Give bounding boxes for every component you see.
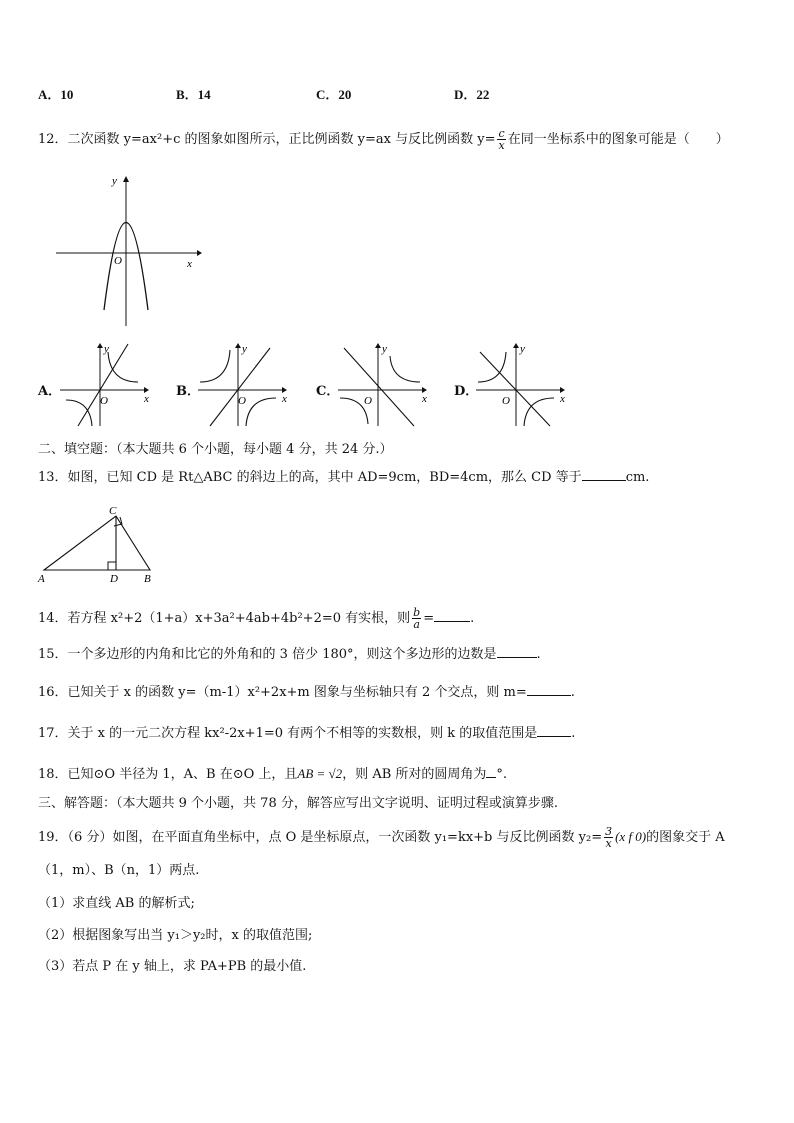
answer-blank[interactable] <box>486 765 496 778</box>
frac-den: a <box>413 618 420 631</box>
q19-text: 19．（6 分）如图，在平面直角坐标中，点 O 是坐标原点，一次函数 y₁=kx+b 与反比例函数 y₂= <box>38 830 603 845</box>
q13-text: 13．如图，已知 CD 是 Rt△ABC 的斜边上的高，其中 AD=9cm，BD=4cm，那么 CD 等于 <box>38 470 582 485</box>
option-d: D．22 <box>454 87 490 102</box>
triangle-abc <box>44 516 150 570</box>
q14-fraction <box>412 607 421 630</box>
y-label: y <box>382 343 387 355</box>
y-label: y <box>242 343 247 355</box>
question-19 <box>38 826 725 849</box>
origin-label: O <box>114 255 122 267</box>
q12-text-after: 在同一坐标系中的图象可能是（ ） <box>507 132 729 147</box>
point-c-label: C <box>109 505 117 517</box>
origin-label: O <box>502 395 510 407</box>
q12-fraction <box>497 128 505 151</box>
graph-option-a <box>58 342 152 428</box>
q18-end: °. <box>496 767 508 782</box>
point-b-label: B <box>144 573 151 585</box>
frac-num: c <box>498 127 505 140</box>
origin-label: O <box>238 395 246 407</box>
q16-text: 16．已知关于 x 的函数 y=（m-1）x²+2x+m 图象与坐标轴只有 2 个交点，则 m= <box>38 685 527 700</box>
answer-blank[interactable] <box>582 468 626 481</box>
frac-den: x <box>605 837 612 850</box>
q15-end: . <box>536 647 541 662</box>
y-label: y <box>520 343 525 355</box>
option-a: A．10 <box>38 87 74 102</box>
graph-option-c <box>336 342 430 428</box>
answer-blank[interactable] <box>537 724 571 737</box>
q16-end: . <box>570 685 575 700</box>
q19-text-after: 的图象交于 A <box>646 830 725 845</box>
frac-num: b <box>413 606 421 619</box>
frac-den: x <box>498 139 505 152</box>
question-15 <box>38 645 541 664</box>
q19-line-2: （1，m）、B（n，1）两点. <box>38 863 200 878</box>
graph-label-a: A． <box>38 384 62 399</box>
graph-option-d <box>474 342 568 428</box>
x-label: x <box>560 393 565 405</box>
q14-text: 14．若方程 x²+2（1+a）x+3a²+4ab+4b²+2=0 有实根，则 <box>38 611 411 626</box>
question-16 <box>38 683 575 702</box>
q14-end: . <box>470 611 475 626</box>
question-12 <box>38 128 729 151</box>
q19-fraction <box>604 826 613 849</box>
right-angle-mark-d <box>108 562 116 570</box>
q14-equals: = <box>423 611 435 626</box>
option-c: C．20 <box>316 87 352 102</box>
q13-unit: cm. <box>625 470 650 485</box>
question-17 <box>38 724 575 743</box>
section-2-heading: 二、填空题：（本大题共 6 个小题，每小题 4 分，共 24 分.） <box>38 442 393 457</box>
answer-blank[interactable] <box>434 609 470 622</box>
q19-sub-3: （3）若点 P 在 y 轴上，求 PA+PB 的最小值. <box>38 959 307 974</box>
q17-text: 17．关于 x 的一元二次方程 kx²-2x+1=0 有两个不相等的实数根，则 k 的取值范围是 <box>38 726 538 741</box>
question-14 <box>38 607 474 630</box>
frac-num: 3 <box>605 825 613 838</box>
graph-label-c: C． <box>316 384 340 399</box>
q18-math: AB = √2 <box>297 766 343 781</box>
graph-option-b <box>196 342 290 428</box>
q19-sub-1: （1）求直线 AB 的解析式; <box>38 896 195 911</box>
section-3-heading: 三、解答题：（本大题共 9 个小题，共 78 分，解答应写出文字说明、证明过程或演算步骤. <box>38 796 558 811</box>
triangle-figure <box>36 500 166 586</box>
answer-blank[interactable] <box>527 683 571 696</box>
point-d-label: D <box>110 573 118 585</box>
point-a-label: A <box>38 573 45 585</box>
q12-text: 12．二次函数 y=ax²+c 的图象如图所示，正比例函数 y=ax 与反比例函数 y= <box>38 132 496 147</box>
q18-text: 18．已知⊙O 半径为 1，A、B 在⊙O 上，且 <box>38 767 298 782</box>
question-18 <box>38 765 507 784</box>
y-label: y <box>112 175 117 187</box>
x-label: x <box>282 393 287 405</box>
q18-text-after: ，则 AB 所对的圆周角为 <box>342 767 487 782</box>
q17-end: . <box>571 726 576 741</box>
parabola-figure <box>52 170 202 330</box>
x-label: x <box>144 393 149 405</box>
y-label: y <box>104 343 109 355</box>
answer-blank[interactable] <box>497 645 537 658</box>
option-b: B．14 <box>176 87 211 102</box>
graph-label-d: D． <box>454 384 479 399</box>
q19-condition: (x f 0) <box>615 829 647 844</box>
x-label: x <box>187 258 192 270</box>
graph-label-b: B． <box>176 384 200 399</box>
origin-label: O <box>100 395 108 407</box>
question-13 <box>38 468 649 487</box>
origin-label: O <box>364 395 372 407</box>
q15-text: 15．一个多边形的内角和比它的外角和的 3 倍少 180°，则这个多边形的边数是 <box>38 647 497 662</box>
q19-sub-2: （2）根据图象写出当 y₁＞y₂时，x 的取值范围; <box>38 928 313 943</box>
x-label: x <box>422 393 427 405</box>
